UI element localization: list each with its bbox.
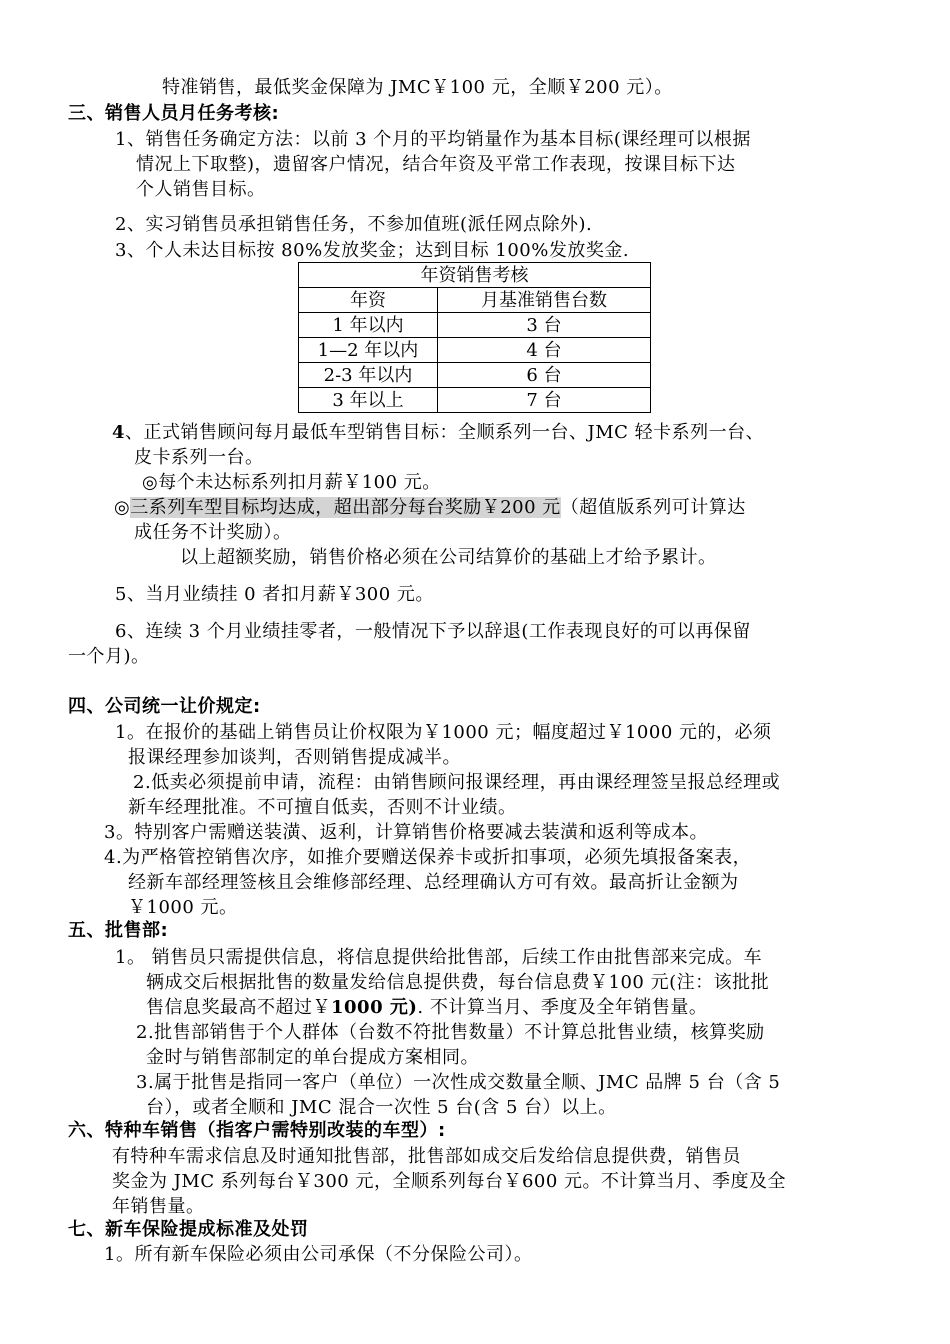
section-heading-4: 四、公司统一让价规定: — [68, 696, 261, 717]
text-line: 有特种车需求信息及时通知批售部，批售部如成交后发给信息提供费，销售员 — [112, 1146, 741, 1167]
table-row — [299, 338, 651, 363]
table-cell: 1 年以内 — [299, 313, 438, 338]
table-cell: 3 台 — [438, 313, 651, 338]
text-line: ￥1000 元。 — [128, 897, 238, 918]
section-heading-5: 五、批售部: — [68, 920, 169, 941]
text-line: 成任务不计奖励）。 — [134, 522, 292, 543]
list-number: 4 — [112, 422, 126, 443]
table-cell: 4 台 — [438, 338, 651, 363]
text-line: 1。所有新车保险必须由公司承保（不分保险公司）。 — [104, 1244, 533, 1265]
table-row — [299, 388, 651, 413]
table-header-row — [299, 288, 651, 313]
text-line: 个人销售目标。 — [136, 179, 266, 200]
section-heading-7: 七、新车保险提成标准及处罚 — [68, 1219, 309, 1240]
text-line: 辆成交后根据批售的数量发给信息提供费，每台信息费￥100 元(注：该批批 — [146, 972, 770, 993]
section-heading-6: 六、特种车销售（指客户需特别改装的车型）: — [68, 1120, 446, 1141]
table-cell: 7 台 — [438, 388, 651, 413]
text-line: 2.批售部销售于个人群体（台数不符批售数量）不计算总批售业绩，核算奖励 — [136, 1022, 765, 1043]
text-span: （超值版系列可计算达 — [560, 497, 746, 518]
text-line — [146, 995, 707, 1020]
table-header-cell: 月基准销售台数 — [438, 288, 651, 313]
text-line: 1、销售任务确定方法：以前 3 个月的平均销量作为基本目标(课经理可以根据 — [115, 129, 751, 150]
text-line: 2、实习销售员承担销售任务，不参加值班(派任网点除外). — [115, 214, 593, 235]
text-line: 3.属于批售是指同一客户（单位）一次性成交数量全顺、JMC 品牌 5 台（含 5 — [136, 1072, 781, 1093]
text-line — [114, 495, 746, 520]
table-cell: 3 年以上 — [299, 388, 438, 413]
table-cell: 6 台 — [438, 363, 651, 388]
text-line: 特准销售，最低奖金保障为 JMC￥100 元，全顺￥200 元）。 — [162, 77, 673, 98]
text-line — [112, 420, 764, 445]
text-line: 1。 销售员只需提供信息，将信息提供给批售部，后续工作由批售部来完成。车 — [115, 947, 763, 968]
table-row — [299, 313, 651, 338]
text-line: 新车经理批准。不可擅自低卖，否则不计业绩。 — [128, 797, 517, 818]
seniority-sales-table — [298, 262, 651, 413]
text-line: 一个月)。 — [68, 646, 150, 667]
text-span: 、正式销售顾问每月最低车型销售目标：全顺系列一台、JMC 轻卡系列一台、 — [125, 422, 765, 443]
text-line: 奖金为 JMC 系列每台￥300 元，全顺系列每台￥600 元。不计算当月、季度及全 — [112, 1171, 787, 1192]
table-header-cell: 年资 — [299, 288, 438, 313]
table-title: 年资销售考核 — [299, 263, 651, 288]
section-heading-3: 三、销售人员月任务考核: — [68, 103, 280, 124]
text-span: 售信息奖最高不超过￥ — [146, 997, 331, 1018]
text-line: 3。特别客户需赠送装潢、返利，计算销售价格要减去装潢和返利等成本。 — [104, 822, 708, 843]
text-line: 台），或者全顺和 JMC 混合一次性 5 台(含 5 台）以上。 — [146, 1097, 617, 1118]
table-cell: 2-3 年以内 — [299, 363, 438, 388]
highlighted-text: 三系列车型目标均达成，超出部分每台奖励￥200 元 — [130, 497, 561, 518]
bold-amount: 1000 元) — [331, 997, 418, 1018]
table-cell: 1—2 年以内 — [299, 338, 438, 363]
table-row — [299, 363, 651, 388]
text-span: . 不计算当月、季度及全年销售量。 — [417, 997, 708, 1018]
text-line: 2.低卖必须提前申请，流程：由销售顾问报课经理，再由课经理签呈报总经理或 — [133, 772, 781, 793]
text-line: 6、连续 3 个月业绩挂零者，一般情况下予以辞退(工作表现良好的可以再保留 — [115, 621, 751, 642]
text-line: 报课经理参加谈判，否则销售提成减半。 — [128, 747, 461, 768]
text-line: 情况上下取整)，遗留客户情况，结合年资及平常工作表现，按课目标下达 — [136, 154, 736, 175]
text-line: 经新车部经理签核且会维修部经理、总经理确认方可有效。最高折让金额为 — [128, 872, 739, 893]
bullet-mark: ◎ — [114, 497, 131, 518]
text-line: 金时与销售部制定的单台提成方案相同。 — [146, 1047, 479, 1068]
text-line: 以上超额奖励，销售价格必须在公司结算价的基础上才给予累计。 — [180, 547, 717, 568]
text-line: 5、当月业绩挂 0 者扣月薪￥300 元。 — [115, 584, 434, 605]
text-line: 1。在报价的基础上销售员让价权限为￥1000 元；幅度超过￥1000 元的，必须 — [115, 722, 772, 743]
text-line: 4.为严格管控销售次序，如推介要赠送保养卡或折扣事项，必须先填报备案表， — [104, 847, 752, 868]
text-line: ◎每个未达标系列扣月薪￥100 元。 — [142, 472, 441, 493]
text-line: 年销售量。 — [112, 1196, 205, 1217]
text-line: 皮卡系列一台。 — [134, 447, 264, 468]
text-line: 3、个人未达目标按 80%发放奖金；达到目标 100%发放奖金. — [115, 240, 630, 261]
